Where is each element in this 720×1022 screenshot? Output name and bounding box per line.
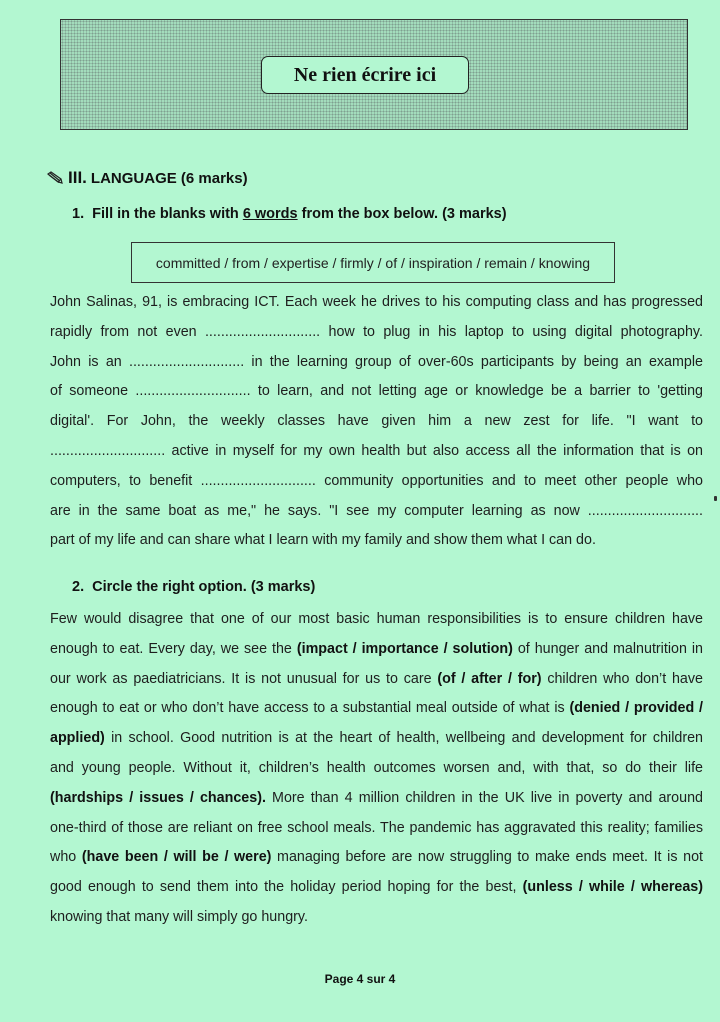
passage-text: in school. Good nutrition is at the heart of health, wellbeing and development for children	[104, 730, 703, 747]
passage-text: enough to eat. Every day, we see the	[50, 640, 297, 657]
passage-line	[50, 635, 703, 665]
section-number: III.	[68, 168, 87, 187]
passage-line: part of my life and can share what I learn with my family and show them what I can do.	[50, 532, 596, 549]
passage-line	[50, 873, 703, 903]
passage-line	[50, 724, 703, 754]
passage-text: managing before are now struggling to make ends meet. It is not	[271, 849, 703, 866]
circle-option-passage	[50, 605, 703, 933]
word-box: committed / from / expertise / firmly / of / inspiration / remain / knowing	[131, 242, 615, 283]
option-group[interactable]: (have been / will be / were)	[81, 849, 272, 866]
fill-in-passage	[50, 288, 703, 556]
passage-line	[50, 754, 703, 784]
question-1-prefix: Fill in the blanks with	[92, 206, 239, 222]
section-heading	[46, 168, 248, 188]
question-2-text: Circle the right option. (3 marks)	[92, 579, 316, 595]
passage-line	[50, 665, 703, 695]
page-number: Page 4 sur 4	[324, 972, 396, 986]
passage-line	[50, 694, 703, 724]
passage-line	[50, 784, 703, 814]
passage-text: More than 4 million children in the UK live in poverty and around	[265, 789, 703, 806]
section-title: LANGUAGE (6 marks)	[90, 169, 248, 187]
passage-line: computers, to benefit ............................. community opportunities and to meet other people who	[50, 472, 703, 489]
question-1-number: 1.	[72, 206, 85, 222]
do-not-write-label: Ne rien écrire ici	[261, 56, 469, 94]
passage-line: digital'. For John, the weekly classes have given him a new zest for life. "I want to	[50, 413, 703, 430]
passage-line: John is an ............................. in the learning group of over-60s participants by being an example	[50, 353, 703, 370]
passage-line: John Salinas, 91, is embracing ICT. Each week he drives to his computing class and has progressed	[50, 294, 703, 310]
passage-line: are in the same boat as me," he says. "I see my computer learning as now .............................	[50, 502, 703, 519]
passage-text: Few would disagree that one of our most basic human responsibilities is to ensure children have	[50, 611, 703, 627]
passage-line	[50, 814, 703, 844]
passage-text: one-third of those are reliant on free school meals. The pandemic has aggravated this reality; families	[50, 819, 703, 836]
passage-text: who	[50, 849, 82, 866]
passage-text: enough to eat or who don’t have access to a substantial meal outside of what is	[50, 700, 570, 717]
passage-line: of someone ............................. to learn, and not letting age or knowledge be a barrier to 'getting	[50, 383, 703, 400]
passage-line	[50, 843, 703, 873]
option-group[interactable]: (unless / while / whereas)	[522, 879, 703, 896]
passage-line: rapidly from not even ............................. how to plug in his laptop to using digital photography.	[50, 323, 703, 340]
passage-text: of hunger and malnutrition in	[512, 640, 703, 657]
passage-text: and young people. Without it, children’s health outcomes worsen and, with that, so do their life	[50, 759, 703, 776]
option-group[interactable]: applied)	[50, 730, 105, 747]
option-group[interactable]: (impact / importance / solution)	[296, 640, 513, 657]
question-1-underlined: 6 words	[242, 206, 298, 222]
question-1-title	[72, 206, 507, 222]
question-2-number: 2.	[72, 579, 85, 595]
scan-speck	[714, 496, 717, 501]
passage-text: children who don’t have	[541, 670, 703, 687]
option-group[interactable]: (of / after / for)	[437, 670, 542, 687]
passage-line	[50, 903, 703, 933]
passage-text: good enough to send them into the holiday period hoping for the best,	[50, 879, 523, 896]
question-1-suffix: from the box below. (3 marks)	[301, 206, 507, 222]
option-group[interactable]: (denied / provided /	[569, 700, 703, 717]
passage-line	[50, 605, 703, 635]
pencil-icon	[46, 171, 64, 185]
passage-text: our work as paediatricians. It is not unusual for us to care	[50, 670, 438, 687]
option-group[interactable]: (hardships / issues / chances).	[50, 789, 266, 806]
passage-line: ............................. active in myself for my own health but also access all the information that is on	[50, 442, 703, 459]
question-2-title	[72, 579, 315, 595]
passage-text: knowing that many will simply go hungry.	[50, 908, 308, 925]
